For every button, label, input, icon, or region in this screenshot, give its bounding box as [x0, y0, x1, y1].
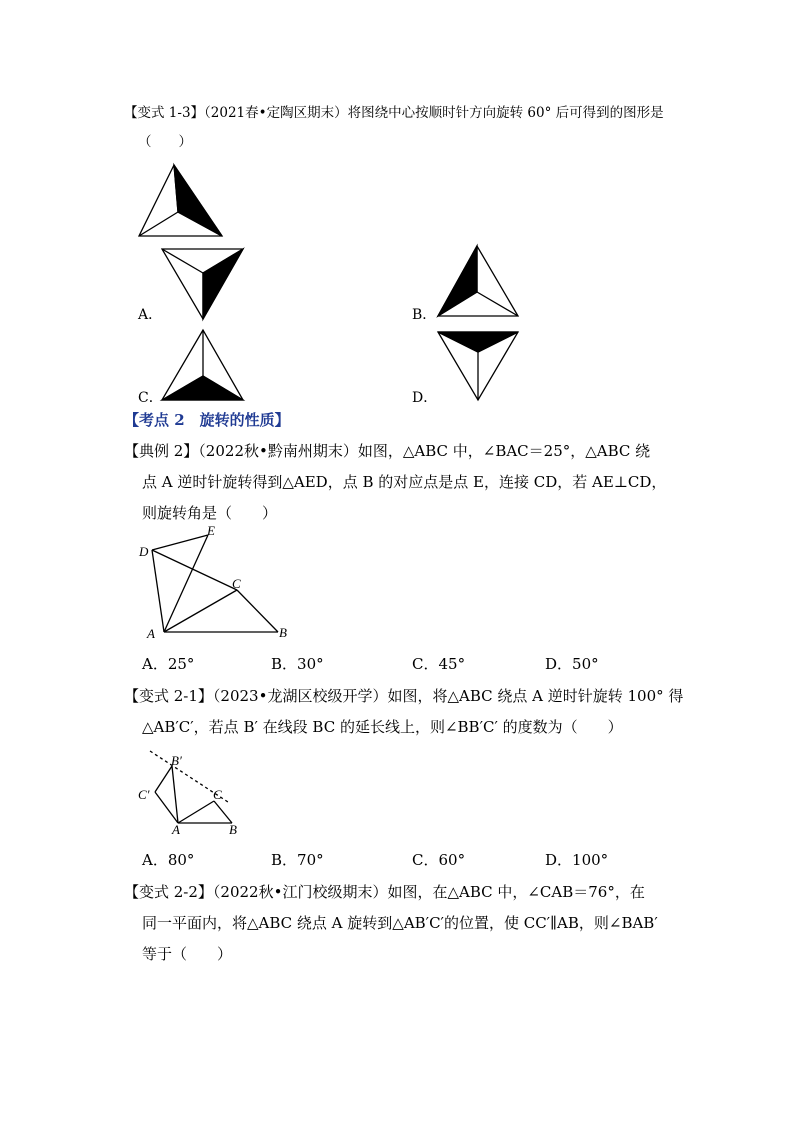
ex2-label-c: C	[232, 576, 241, 591]
v21-option-b: B．70°	[271, 851, 324, 869]
q13-option-b-label: B．	[412, 307, 437, 323]
ex2-label-e: E	[207, 523, 215, 538]
ex2-text-line3: 则旋转角是（ ）	[142, 504, 278, 522]
v22-text-line3: 等于（ ）	[142, 945, 233, 963]
ex2-option-d: D．50°	[545, 655, 599, 673]
v21-label-a: A	[172, 822, 180, 837]
q13-text-line2: （ ）	[138, 134, 192, 150]
ex2-option-a: A．25°	[142, 655, 195, 673]
v22-text-line2: 同一平面内，将△ABC 绕点 A 旋转到△AB′C′的位置，使 CC′∥AB，则∠BAB′	[142, 914, 658, 932]
ex2-option-b: B．30°	[271, 655, 324, 673]
section-2-heading: 【考点 2 旋转的性质】	[124, 411, 290, 429]
ex2-label-a: A	[147, 626, 155, 641]
ex2-label-d: D	[139, 544, 149, 559]
q13-option-a-label: A．	[138, 307, 163, 323]
v21-label-bprime: B′	[171, 753, 182, 768]
q13-text-line1: 【变式 1-3】（2021春•定陶区期末）将图绕中心按顺时针方向旋转 60° 后可得到的图形是	[124, 105, 664, 121]
v21-option-c: C．60°	[412, 851, 466, 869]
v21-label-cprime: C′	[138, 787, 150, 802]
v21-option-d: D．100°	[545, 851, 609, 869]
v21-text-line1: 【变式 2-1】（2023•龙湖区校级开学）如图，将△ABC 绕点 A 逆时针旋转 100° 得	[124, 687, 684, 705]
q13-option-d-label: D．	[412, 390, 438, 406]
v21-label-c: C	[213, 787, 222, 802]
v22-text-line1: 【变式 2-2】（2022秋•江门校级期末）如图，在△ABC 中，∠CAB＝76°，在	[124, 883, 645, 901]
v21-text-line2: △AB′C′，若点 B′ 在线段 BC 的延长线上，则∠BB′C′ 的度数为（ ）	[142, 718, 623, 736]
ex2-text-line2: 点 A 逆时针旋转得到△AED，点 B 的对应点是点 E，连接 CD，若 AE⊥CD，	[142, 473, 667, 491]
ex2-text-line1: 【典例 2】（2022秋•黔南州期末）如图，△ABC 中，∠BAC＝25°，△ABC 绕	[124, 442, 651, 460]
v21-label-b: B	[229, 822, 237, 837]
ex2-label-b: B	[279, 625, 287, 640]
v21-option-a: A．80°	[142, 851, 195, 869]
q13-option-c-label: C．	[138, 390, 163, 406]
ex2-option-c: C．45°	[412, 655, 466, 673]
